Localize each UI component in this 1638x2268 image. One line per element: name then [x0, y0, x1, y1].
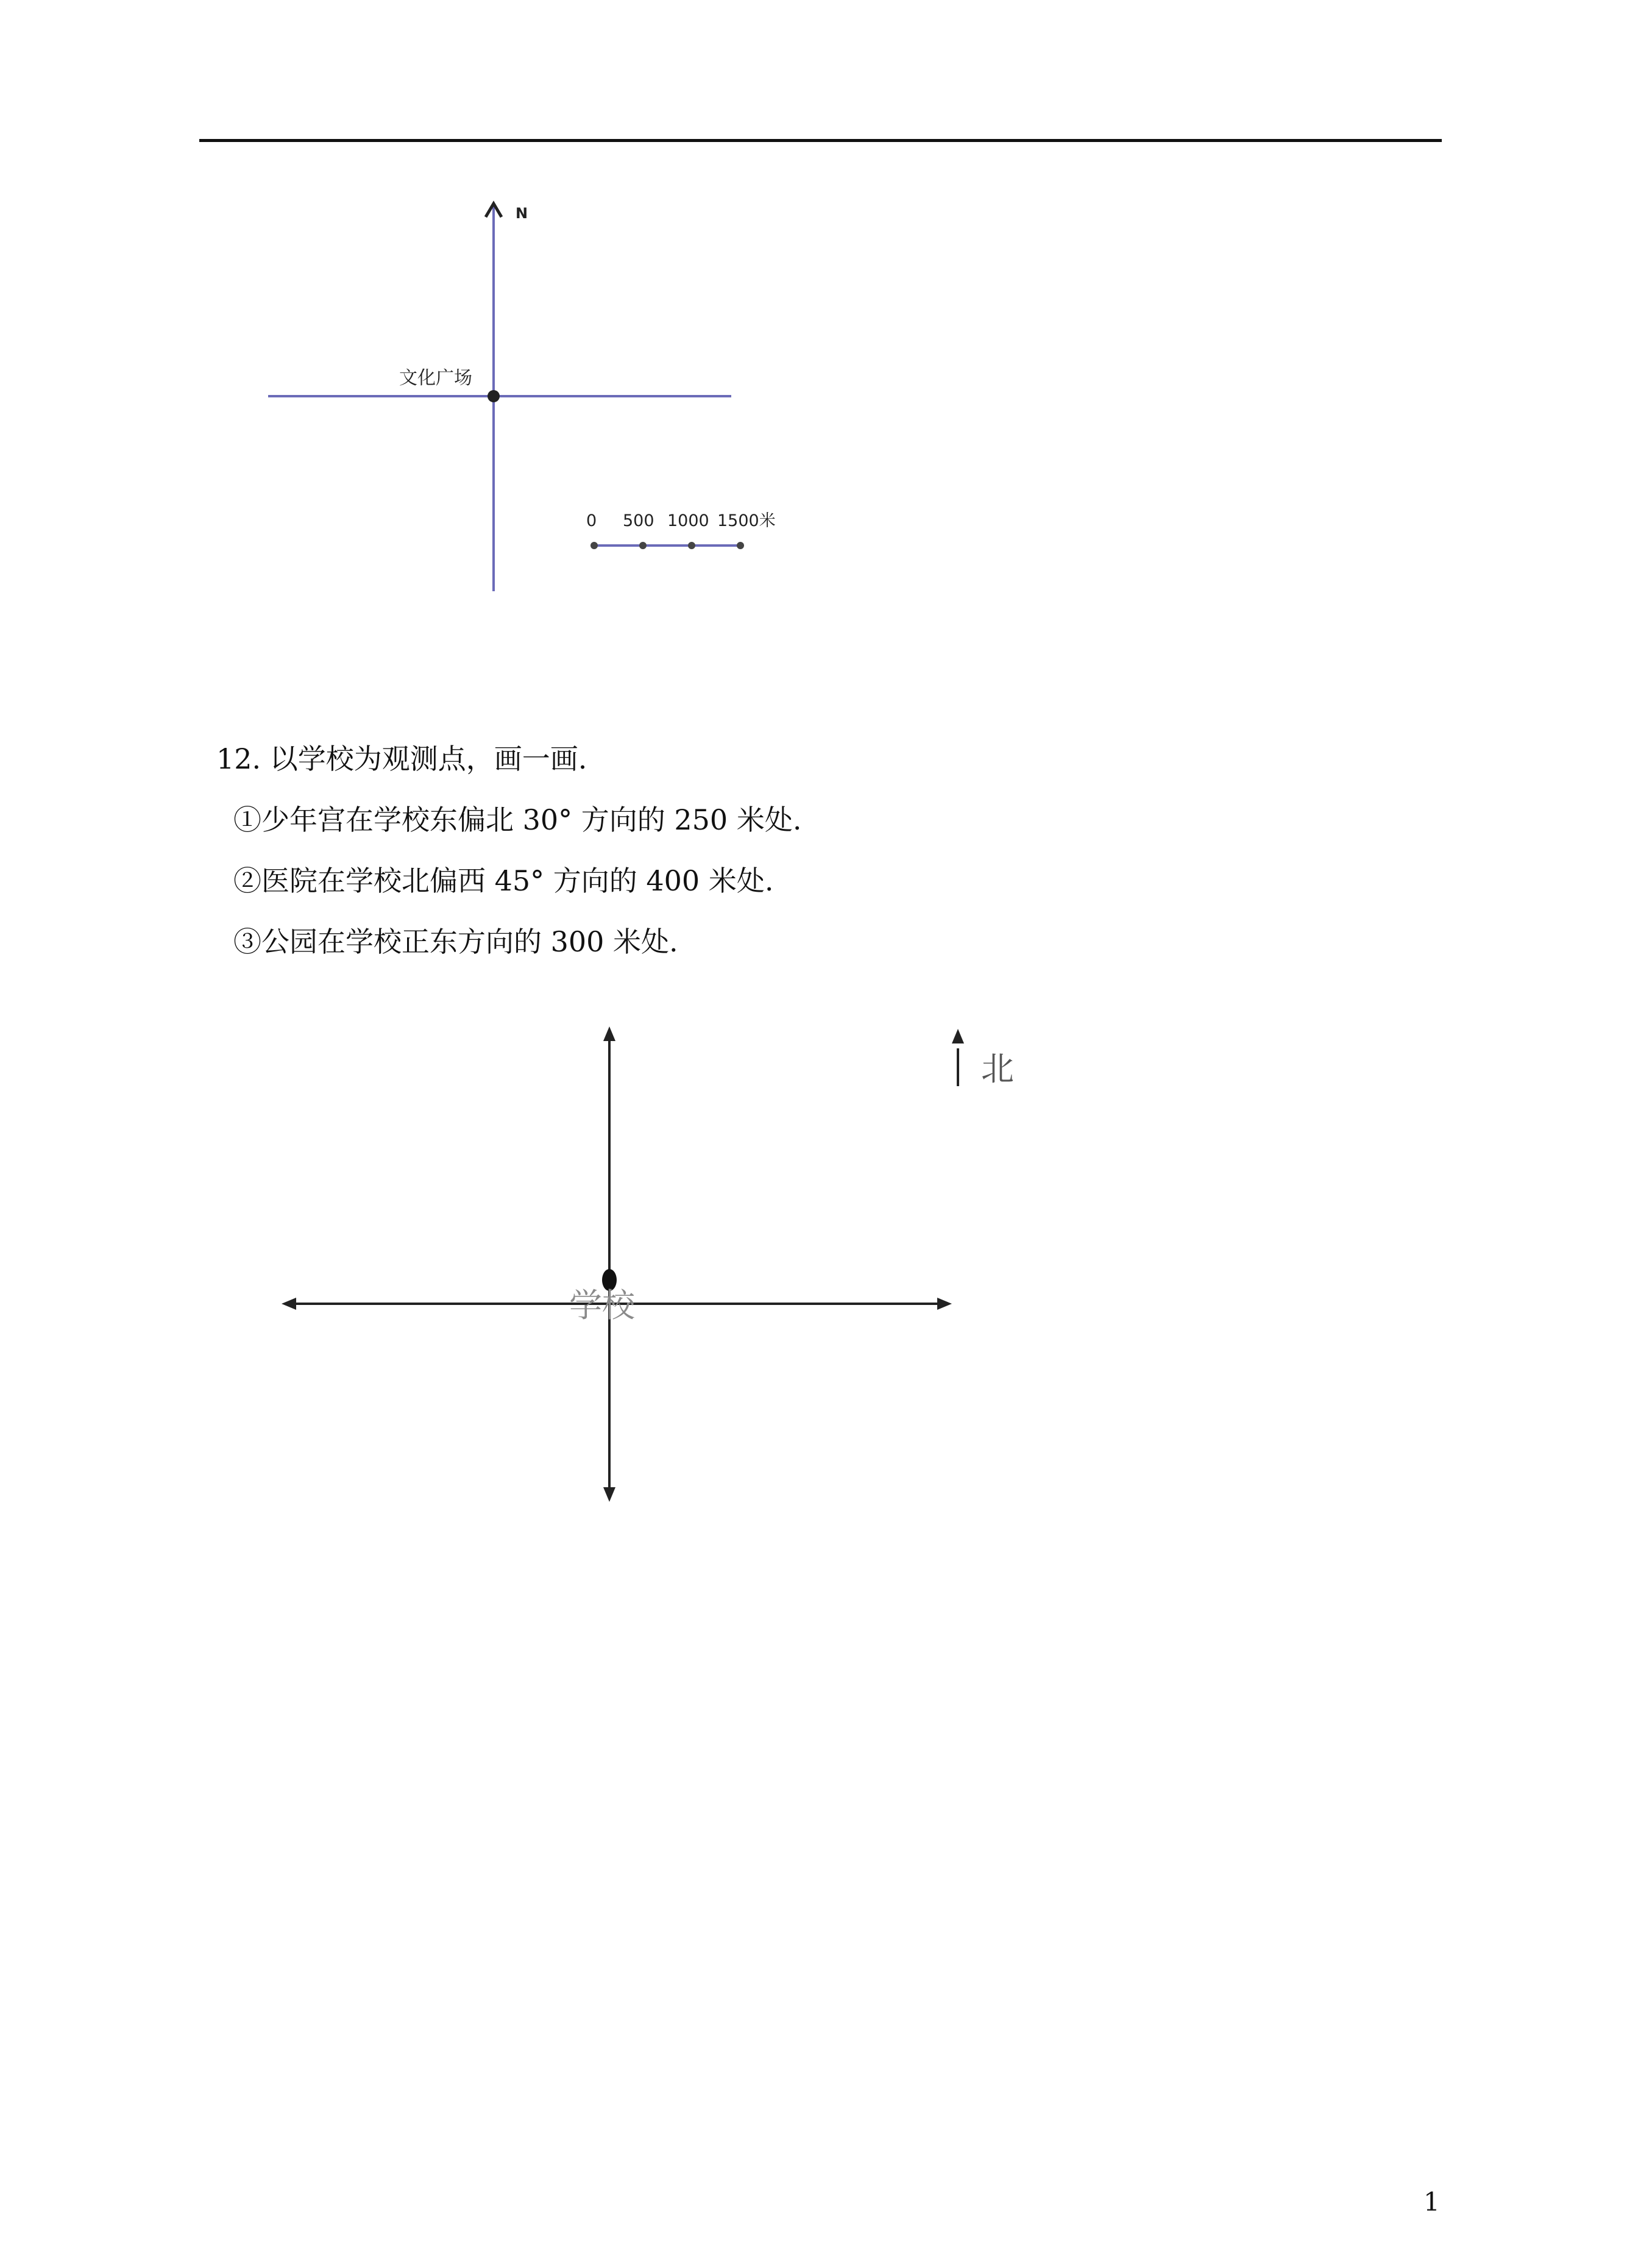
- scale-tick-0: 0: [586, 511, 597, 530]
- left-arrow-icon: [282, 1298, 296, 1310]
- up-arrow-icon: [603, 1026, 615, 1041]
- down-arrow-icon: [603, 1487, 615, 1502]
- right-arrow-icon: [937, 1298, 952, 1310]
- scale-tick-1000: 1000: [667, 511, 709, 530]
- problem-item-1: ①少年宫在学校东偏北 30° 方向的 250 米处.: [233, 803, 802, 836]
- north-label: N: [516, 205, 528, 222]
- page-number: 1: [1424, 2187, 1440, 2217]
- problem-item-3: ③公园在学校正东方向的 300 米处.: [233, 925, 678, 958]
- problem-title: 12. 以学校为观测点，画一画.: [216, 742, 587, 775]
- scale-tick-1500: 1500米: [717, 511, 776, 530]
- square-label: 文化广场: [399, 368, 472, 389]
- north-indicator-icon: [952, 1029, 964, 1043]
- scale-tick-500: 500: [623, 511, 654, 530]
- problem-item-2: ②医院在学校北偏西 45° 方向的 400 米处.: [233, 864, 774, 897]
- school-label: 学校: [569, 1286, 635, 1324]
- north-indicator-label: 北: [981, 1050, 1014, 1088]
